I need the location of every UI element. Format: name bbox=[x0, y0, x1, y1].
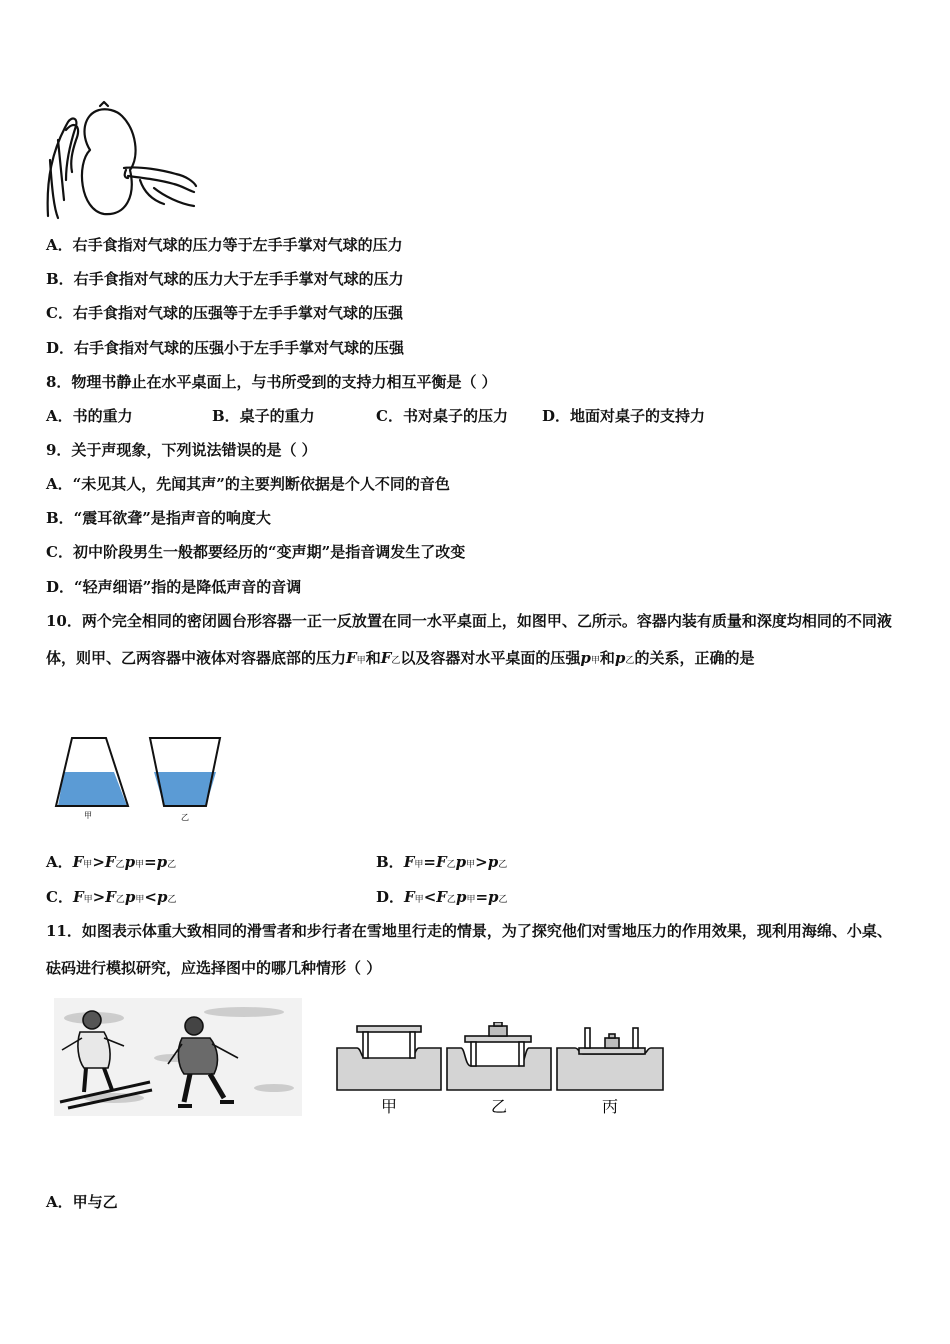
container-label-yi: 乙 bbox=[181, 813, 189, 822]
container-label-jia: 甲 bbox=[84, 811, 92, 820]
q7-option-b: B．右手食指对气球的压力大于左手手掌对气球的压力 bbox=[46, 270, 404, 288]
q10-sub-yi: 乙 bbox=[391, 656, 401, 666]
q8-option-d: D．地面对桌子的支持力 bbox=[542, 407, 706, 425]
q11-option-a: A．甲与乙 bbox=[46, 1193, 118, 1211]
sponge-yi bbox=[447, 1048, 551, 1090]
q10-sub-yi2: 乙 bbox=[625, 656, 635, 666]
q8-option-b: B．桌子的重力 bbox=[212, 407, 315, 425]
q8-stem: 8．物理书静止在水平桌面上，与书所受到的支持力相互平衡是（ ） bbox=[46, 373, 497, 391]
table-top-bing bbox=[579, 1048, 645, 1054]
q7-option-c: C．右手食指对气球的压强等于左手手掌对气球的压强 bbox=[46, 304, 403, 322]
diagram-label-yi: 乙 bbox=[490, 1097, 508, 1116]
q10-sub-jia: 甲 bbox=[356, 656, 366, 666]
q10-var-f: F bbox=[346, 649, 357, 667]
q10-option-a: A．F甲>F乙p甲=p乙 bbox=[46, 853, 177, 871]
q10-stem bbox=[46, 603, 906, 680]
q9-option-a: A．“未见其人，先闻其声”的主要判断依据是个人不同的音色 bbox=[46, 475, 450, 493]
q11-stem: 11．如图表示体重大致相同的滑雪者和步行者在雪地里行走的情景，为了探究他们对雪地压力的作用效果，现利用海绵、小桌、砝码进行模拟研究，应选择图中的哪几种情形（ ） bbox=[46, 922, 892, 977]
q10-var-p: p bbox=[580, 649, 591, 667]
q10-stem-part3: 的关系，正确的是 bbox=[634, 649, 755, 667]
q10-sub-jia2: 甲 bbox=[590, 656, 600, 666]
q7-option-d: D．右手食指对气球的压强小于左手手掌对气球的压强 bbox=[46, 339, 405, 357]
q9-option-d: D．“轻声细语”指的是降低声音的音调 bbox=[46, 578, 302, 596]
diagram-label-bing: 丙 bbox=[601, 1097, 619, 1116]
q9-option-b: B．“震耳欲聋”是指声音的响度大 bbox=[46, 509, 271, 527]
table-top-jia bbox=[357, 1026, 421, 1032]
diagram-label-jia: 甲 bbox=[380, 1097, 398, 1116]
q10-var-f2: F bbox=[380, 649, 392, 667]
q10-stem-part2: 以及容器对水平桌面的压强 bbox=[400, 649, 581, 667]
q10-stem-part1: 10．两个完全相同的密闭圆台形容器一正一反放置在同一水平桌面上，如图甲、乙所示。容器内装有质量和深度均相同的不同液体，则甲、乙两容器中液体对容器底部的压力 bbox=[46, 612, 892, 667]
q10-option-c: C．F甲>F乙p甲<p乙 bbox=[46, 888, 177, 906]
sponge-jia bbox=[337, 1048, 441, 1090]
balloon-hands-figure bbox=[44, 100, 204, 222]
q10-he2: 和 bbox=[599, 649, 615, 667]
q9-option-c: C．初中阶段男生一般都要经历的“变声期”是指音调发生了改变 bbox=[46, 543, 466, 561]
skier-walker-figure bbox=[54, 998, 302, 1116]
containers-figure bbox=[50, 732, 230, 822]
q10-option-b: B．F甲=F乙p甲>p乙 bbox=[376, 853, 508, 871]
q9-stem: 9．关于声现象，下列说法错误的是（ ） bbox=[46, 441, 317, 459]
sponge-table-diagram bbox=[335, 1022, 667, 1118]
weight-bing-icon bbox=[605, 1038, 619, 1048]
table-top-yi bbox=[465, 1036, 531, 1042]
balloon-outline bbox=[82, 109, 136, 214]
q10-var-p2: p bbox=[614, 649, 626, 667]
weight-yi-icon bbox=[489, 1026, 507, 1036]
q10-option-d: D．F甲<F乙p甲=p乙 bbox=[376, 888, 508, 906]
q8-option-c: C．书对桌子的压力 bbox=[376, 407, 508, 425]
q8-option-a: A．书的重力 bbox=[46, 407, 133, 425]
q10-he: 和 bbox=[365, 649, 381, 667]
container-jia-water bbox=[58, 772, 127, 806]
q7-option-a: A．右手食指对气球的压力等于左手手掌对气球的压力 bbox=[46, 236, 403, 254]
